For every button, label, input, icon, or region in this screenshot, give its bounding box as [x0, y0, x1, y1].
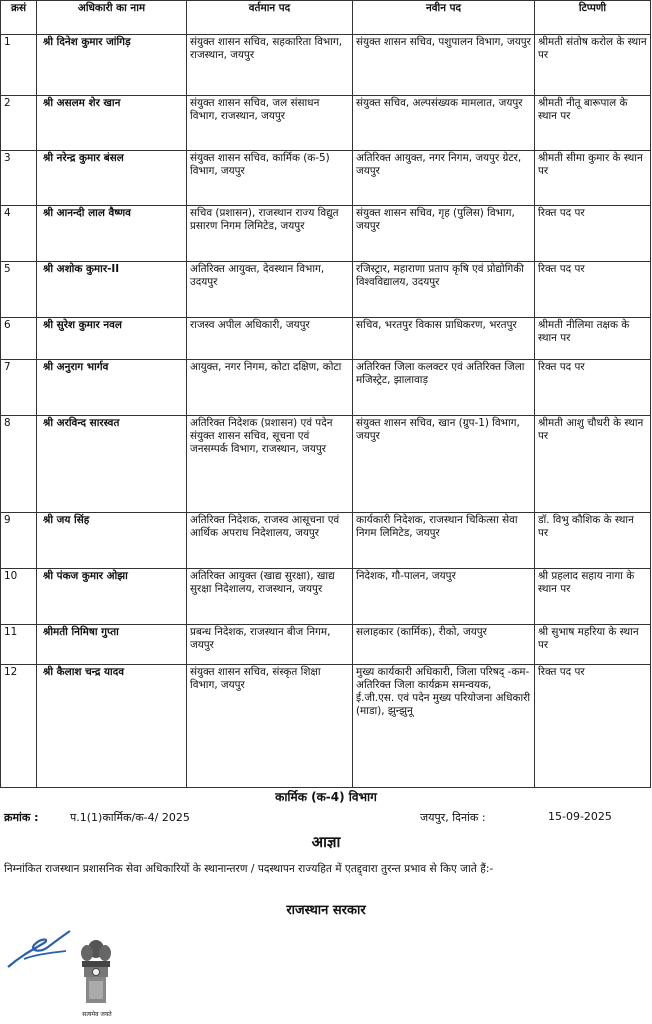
- cell-remarks: डॉ. विभु कौशिक के स्थान पर: [535, 513, 651, 569]
- table-row: [1, 151, 651, 206]
- cell-sno: 4: [1, 206, 37, 262]
- order-number-label: क्रमांक :: [4, 811, 39, 824]
- cell-remarks: श्रीमती आशु चौधरी के स्थान पर: [535, 416, 651, 513]
- cell-current-post: अतिरिक्त आयुक्त (खाद्य सुरक्षा), खाद्य सुरक्षा निदेशालय, राजस्थान, जयपुर: [187, 569, 353, 625]
- cell-officer-name: श्री नरेन्द्र कुमार बंसल: [37, 151, 187, 206]
- header-name: अधिकारी का नाम: [37, 1, 187, 35]
- cell-sno: 5: [1, 262, 37, 318]
- cell-new-post: अतिरिक्त आयुक्त, नगर निगम, जयपुर ग्रेटर, जयपुर: [353, 151, 535, 206]
- table-row: [1, 96, 651, 151]
- cell-new-post: अतिरिक्त जिला कलक्टर एवं अतिरिक्त जिला मजिस्ट्रेट, झालावाड़: [353, 360, 535, 416]
- cell-officer-name: श्री दिनेश कुमार जांगिड़: [37, 35, 187, 96]
- order-number: प.1(1)कार्मिक/क-4/ 2025: [70, 811, 190, 824]
- cell-new-post: निदेशक, गौ-पालन, जयपुर: [353, 569, 535, 625]
- cell-new-post: संयुक्त शासन सचिव, खान (ग्रुप-1) विभाग, जयपुर: [353, 416, 535, 513]
- signature-image: [4, 925, 74, 975]
- cell-current-post: संयुक्त शासन सचिव, जल संसाधन विभाग, राजस्थान, जयपुर: [187, 96, 353, 151]
- table-row: [1, 625, 651, 665]
- cell-officer-name: श्री कैलाश चन्द्र यादव: [37, 665, 187, 788]
- cell-remarks: श्रीमती संतोष करोल के स्थान पर: [535, 35, 651, 96]
- cell-remarks: रिक्त पद पर: [535, 262, 651, 318]
- cell-officer-name: श्री पंकज कुमार ओझा: [37, 569, 187, 625]
- cell-sno: 11: [1, 625, 37, 665]
- cell-current-post: संयुक्त शासन सचिव, संस्कृत शिक्षा विभाग, जयपुर: [187, 665, 353, 788]
- cell-officer-name: श्री सुरेश कुमार नवल: [37, 318, 187, 360]
- cell-new-post: कार्यकारी निदेशक, राजस्थान चिकित्सा सेवा निगम लिमिटेड, जयपुर: [353, 513, 535, 569]
- cell-sno: 9: [1, 513, 37, 569]
- government-name: राजस्थान सरकार: [286, 903, 366, 918]
- cell-current-post: अतिरिक्त निदेशक (प्रशासन) एवं पदेन संयुक्त शासन सचिव, सूचना एवं जनसम्पर्क विभाग, राजस्थान, जयपुर: [187, 416, 353, 513]
- cell-new-post: सचिव, भरतपुर विकास प्राधिकरण, भरतपुर: [353, 318, 535, 360]
- table-row: [1, 513, 651, 569]
- order-text: निम्नांकित राजस्थान प्रशासनिक सेवा अधिकारियों के स्थानान्तरण / पदस्थापन राज्यहित में एतद्द्वारा तुरन्त प्रभाव से किए जाते हैं:-: [4, 863, 494, 875]
- table-row: [1, 665, 651, 788]
- cell-sno: 12: [1, 665, 37, 788]
- cell-officer-name: श्री अशोक कुमार-II: [37, 262, 187, 318]
- cell-sno: 6: [1, 318, 37, 360]
- table-row: [1, 416, 651, 513]
- cell-new-post: संयुक्त शासन सचिव, पशुपालन विभाग, जयपुर: [353, 35, 535, 96]
- cell-remarks: रिक्त पद पर: [535, 206, 651, 262]
- cell-new-post: रजिस्ट्रार, महाराणा प्रताप कृषि एवं प्रोद्योगिकी विश्वविद्यालय, उदयपुर: [353, 262, 535, 318]
- cell-remarks: श्रीमती नीलिमा तक्षक के स्थान पर: [535, 318, 651, 360]
- table-row: [1, 360, 651, 416]
- cell-officer-name: श्री जय सिंह: [37, 513, 187, 569]
- order-title: आज्ञा: [311, 833, 341, 851]
- cell-remarks: रिक्त पद पर: [535, 360, 651, 416]
- cell-new-post: संयुक्त शासन सचिव, गृह (पुलिस) विभाग, जयपुर: [353, 206, 535, 262]
- table-row: [1, 262, 651, 318]
- header-current-post: वर्तमान पद: [187, 1, 353, 35]
- table-row: [1, 569, 651, 625]
- cell-officer-name: श्री अनुराग भार्गव: [37, 360, 187, 416]
- table-row: [1, 35, 651, 96]
- cell-current-post: अतिरिक्त निदेशक, राजस्व आसूचना एवं आर्थिक अपराध निदेशालय, जयपुर: [187, 513, 353, 569]
- cell-sno: 1: [1, 35, 37, 96]
- table-row: [1, 318, 651, 360]
- place-date-label: जयपुर, दिनांक :: [420, 811, 486, 824]
- header-sno: क्रसं: [1, 1, 37, 35]
- table-row: [1, 206, 651, 262]
- cell-current-post: अतिरिक्त आयुक्त, देवस्थान विभाग, उदयपुर: [187, 262, 353, 318]
- header-remarks: टिप्पणी: [535, 1, 651, 35]
- cell-officer-name: श्रीमती निमिषा गुप्ता: [37, 625, 187, 665]
- cell-new-post: मुख्य कार्यकारी अधिकारी, जिला परिषद् -कम- अतिरिक्त जिला कार्यक्रम समन्वयक, ई.जी.एस. एवं पदेन मुख्य परियोजना अधिकारी (माडा), झुन्झुनू: [353, 665, 535, 788]
- cell-remarks: श्रीमती सीमा कुमार के स्थान पर: [535, 151, 651, 206]
- header-new-post: नवीन पद: [353, 1, 535, 35]
- cell-sno: 8: [1, 416, 37, 513]
- cell-remarks: श्रीमती नीतू बारूपाल के स्थान पर: [535, 96, 651, 151]
- cell-officer-name: श्री आनन्दी लाल वैष्णव: [37, 206, 187, 262]
- cell-current-post: आयुक्त, नगर निगम, कोटा दक्षिण, कोटा: [187, 360, 353, 416]
- cell-current-post: सचिव (प्रशासन), राजस्थान राज्य विद्युत प्रसारण निगम लिमिटेड, जयपुर: [187, 206, 353, 262]
- state-emblem-icon: [76, 935, 116, 1007]
- department-heading: कार्मिक (क-4) विभाग: [275, 790, 377, 804]
- cell-sno: 2: [1, 96, 37, 151]
- cell-remarks: श्री प्रहलाद सहाय नागा के स्थान पर: [535, 569, 651, 625]
- cell-current-post: संयुक्त शासन सचिव, कार्मिक (क-5) विभाग, जयपुर: [187, 151, 353, 206]
- cell-new-post: सलाहकार (कार्मिक), रीको, जयपुर: [353, 625, 535, 665]
- emblem-motto: सत्यमेव जयते: [82, 1011, 112, 1018]
- cell-sno: 3: [1, 151, 37, 206]
- cell-current-post: प्रबन्ध निदेशक, राजस्थान बीज निगम, जयपुर: [187, 625, 353, 665]
- cell-officer-name: श्री अरविन्द सारस्वत: [37, 416, 187, 513]
- cell-current-post: संयुक्त शासन सचिव, सहकारिता विभाग, राजस्थान, जयपुर: [187, 35, 353, 96]
- cell-remarks: श्री सुभाष महरिया के स्थान पर: [535, 625, 651, 665]
- cell-sno: 10: [1, 569, 37, 625]
- cell-current-post: राजस्व अपील अधिकारी, जयपुर: [187, 318, 353, 360]
- cell-new-post: संयुक्त सचिव, अल्पसंख्यक मामलात, जयपुर: [353, 96, 535, 151]
- cell-remarks: रिक्त पद पर: [535, 665, 651, 788]
- cell-officer-name: श्री असलम शेर खान: [37, 96, 187, 151]
- cell-sno: 7: [1, 360, 37, 416]
- order-date: 15-09-2025: [548, 810, 612, 823]
- table-header-row: [1, 1, 651, 35]
